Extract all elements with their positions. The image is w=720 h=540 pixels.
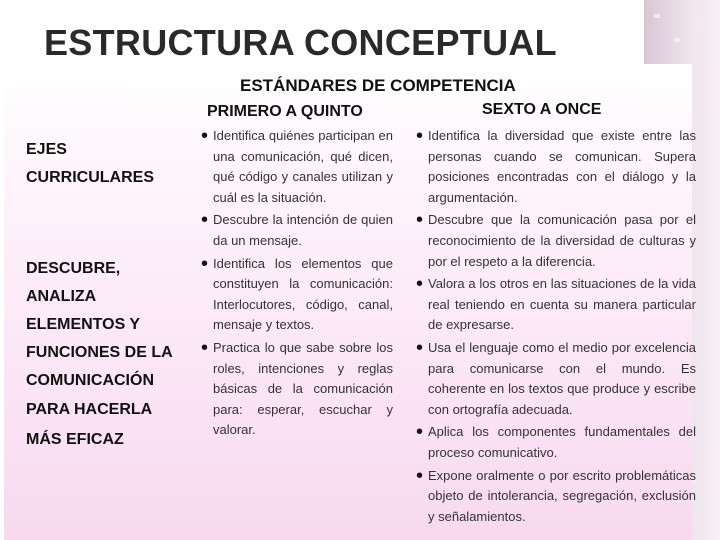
list-item: [201, 126, 393, 208]
list-item: [416, 422, 696, 463]
list-item: [201, 254, 393, 336]
list-item: [416, 338, 696, 420]
list-item: [416, 210, 696, 272]
bullet-icon: •: [416, 209, 424, 232]
slide-title: ESTRUCTURA CONCEPTUAL: [44, 22, 557, 63]
list-item-text: Practica lo que sabe sobre los roles, intenciones y reglas básicas de la comunicación para: esperar, escuchar y valorar.: [213, 339, 393, 438]
list-item-text: Descubre que la comunicación pasa por el reconocimiento de la diversidad de culturas y por el respeto a la diferencia.: [428, 212, 696, 269]
list-item-text: Valora a los otros en las situaciones de la vida real teniendo en cuenta su manera particular de expresarse.: [428, 276, 696, 333]
bullet-icon: •: [416, 125, 424, 147]
label-mas-eficaz: MÁS EFICAZ: [26, 431, 124, 448]
column-primero-quinto: [201, 126, 393, 443]
column-sexto-once: [416, 126, 696, 529]
list-item-text: Identifica la diversidad que existe entre las personas cuando se comunican. Supera posiciones encontradas con el diálogo y la argumentación.: [428, 128, 696, 205]
bullet-icon: •: [201, 252, 209, 275]
bullet-icon: •: [201, 336, 209, 359]
bullet-icon: •: [416, 421, 424, 444]
list-item-text: Identifica quiénes participan en una comunicación, qué dicen, qué código y canales utilizan y cuál es la situación.: [213, 128, 393, 205]
bullet-icon: •: [201, 125, 209, 147]
label-ejes-curriculares: EJES CURRICULARES: [26, 141, 154, 186]
list-item-text: Aplica los componentes fundamentales del proceso comunicativo.: [428, 424, 696, 460]
list-item-text: Usa el lenguaje como el medio por excelencia para comunicarse con el mundo. Es coherente en los textos que produce y escribe con ortografía adecuada.: [428, 339, 696, 417]
label-para-hacerla: PARA HACERLA: [26, 401, 153, 418]
column-heading-sexto-once: SEXTO A ONCE: [482, 101, 602, 118]
bullet-icon: •: [416, 273, 424, 296]
bullet-icon: •: [201, 209, 209, 232]
bullet-icon: •: [416, 336, 424, 359]
list-item-text: Expone oralmente o por escrito problemáticas objeto de intolerancia, segregación, exclusión y señalamientos.: [428, 467, 696, 524]
list-item-text: Identifica los elementos que constituyen la comunicación: Interlocutores, código, canal, mensaje y textos.: [213, 255, 393, 333]
list-item: [416, 274, 696, 336]
column-heading-primero-quinto: PRIMERO A QUINTO: [207, 103, 363, 120]
list-item: [201, 210, 393, 251]
list-item: [416, 126, 696, 208]
list-item: [416, 466, 696, 528]
list-item: [201, 338, 393, 441]
bullet-icon: •: [416, 464, 424, 487]
section-title: ESTÁNDARES DE COMPETENCIA: [240, 76, 516, 95]
list-item-text: Descubre la intención de quien da un mensaje.: [213, 212, 393, 248]
label-descubre-analiza: DESCUBRE, ANALIZA ELEMENTOS Y FUNCIONES DE LA COMUNICACIÓN: [26, 260, 173, 389]
